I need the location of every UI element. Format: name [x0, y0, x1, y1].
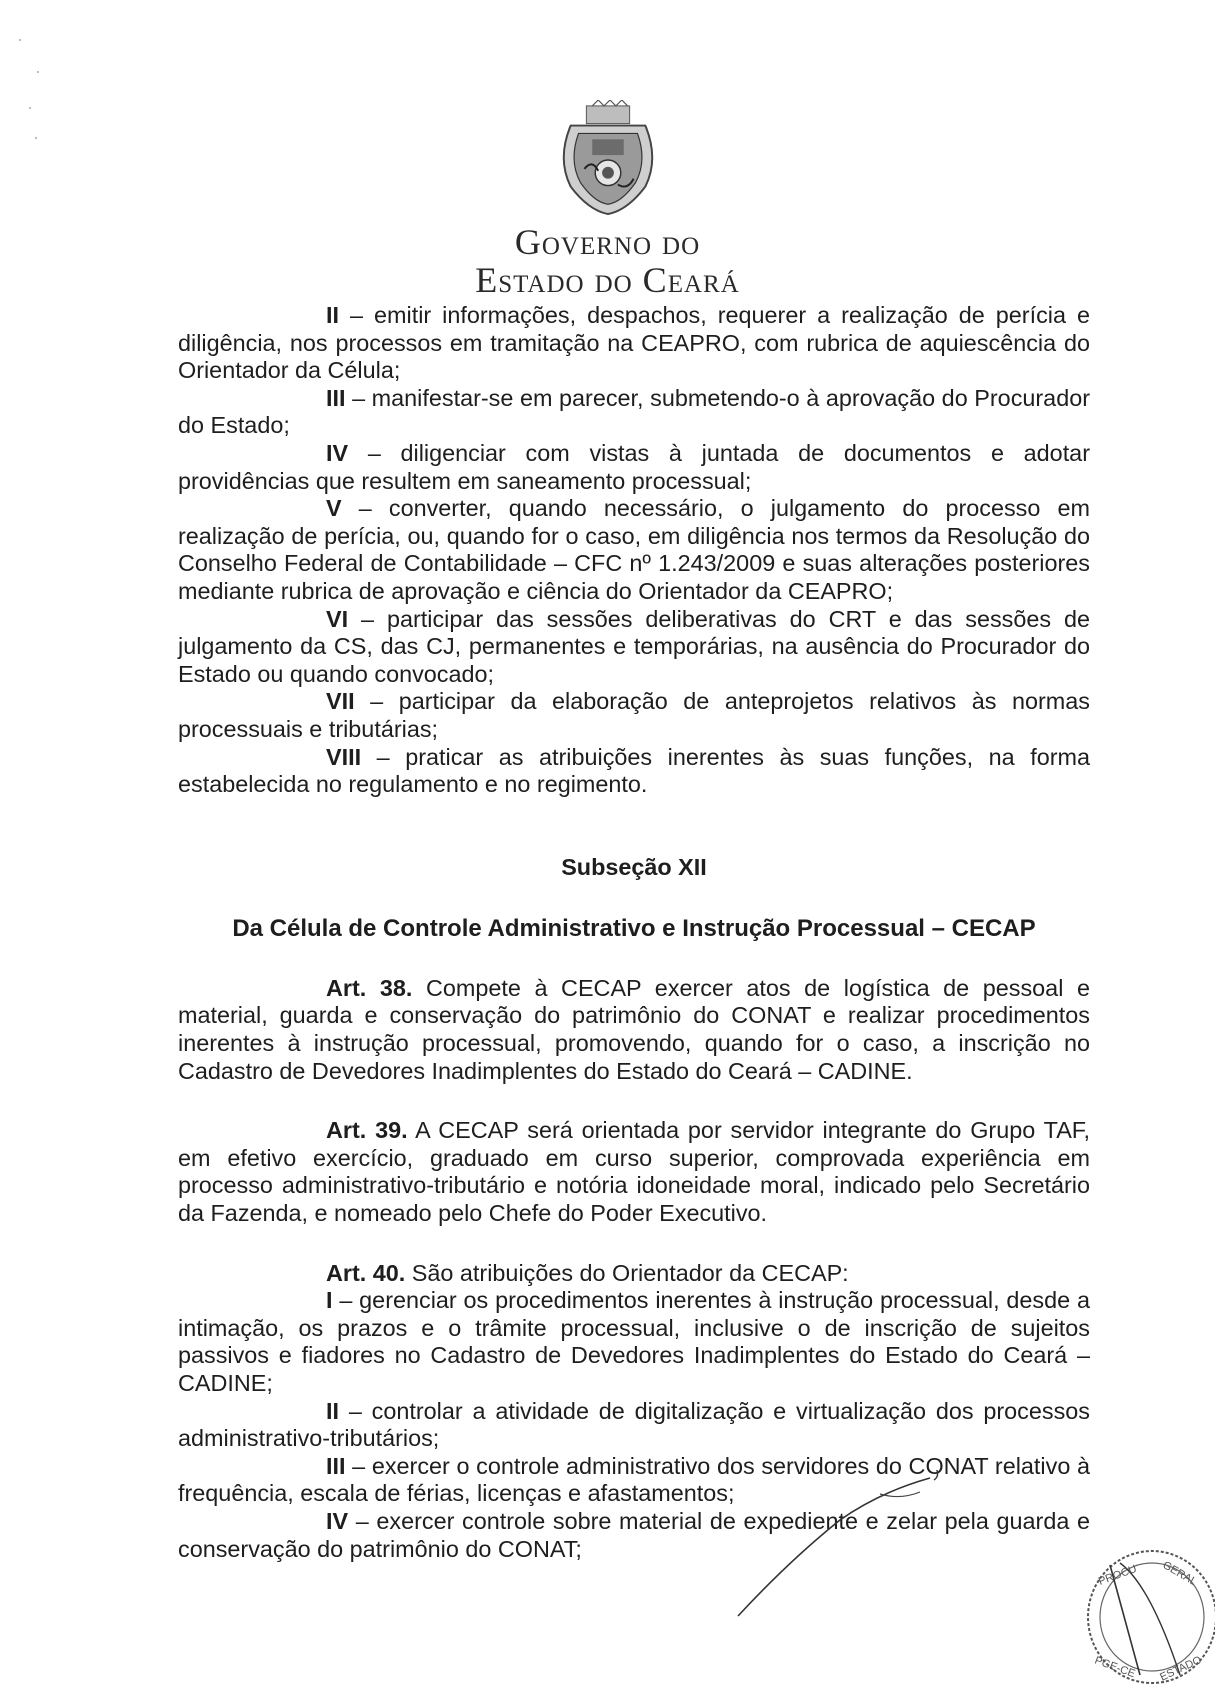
item-number: IV [326, 1507, 349, 1534]
item-number: V [326, 495, 342, 522]
article-39 [178, 1117, 1090, 1227]
item-text: – exercer o controle administrativo dos servidores do CONAT relativo à frequência, escala de férias, licenças e afastamentos; [178, 1452, 1090, 1507]
official-stamp-icon [1080, 1545, 1215, 1695]
state-coat-of-arms-icon [549, 100, 667, 218]
paragraph-item [178, 1453, 1090, 1508]
item-number: I [326, 1287, 333, 1314]
paragraph-item [178, 1398, 1090, 1453]
item-number: III [326, 384, 346, 411]
header-line-2: Estado do Ceará [475, 259, 740, 300]
item-text: – diligenciar com vistas à juntada de documentos e adotar providências que resultem em saneamento processual; [178, 439, 1090, 494]
article-label: Art. 38. [326, 974, 413, 1001]
subsection-title: Subseção XII [561, 853, 707, 880]
item-number: II [326, 302, 339, 328]
paragraph-item [178, 606, 1090, 689]
article-label: Art. 40. [326, 1259, 406, 1286]
item-text: – converter, quando necessário, o julgamento do processo em realização de perícia, ou, quando for o caso, em diligência nos termos da Resolução do Conselho Federal de Contabilidade – CFC nº 1.243/2009 e suas alterações posteriores mediante rubrica de aprovação e ciência do Orientador da CEAPRO; [178, 495, 1090, 604]
item-number: II [326, 1397, 339, 1424]
item-text: – controlar a atividade de digitalização e virtualização dos processos administrativo-tributários; [178, 1397, 1090, 1452]
document-body [178, 302, 1090, 1563]
item-text: – emitir informações, despachos, requerer a realização de perícia e diligência, nos processos em tramitação na CEAPRO, com rubrica de aquiescência do Orientador da Célula; [178, 302, 1090, 384]
article-text: Compete à CECAP exercer atos de logística de pessoal e material, guarda e conservação do patrimônio do CONAT e realizar procedimentos inerentes à instrução processual, promovendo, quando for o caso, a inscrição no Cadastro de Devedores Inadimplentes do Estado do Ceará – CADINE. [178, 974, 1090, 1084]
article-38 [178, 975, 1090, 1085]
scan-specks [0, 0, 60, 150]
header-line-1: Governo do [514, 222, 701, 262]
item-text: – participar da elaboração de anteprojetos relativos às normas processuais e tributárias; [178, 688, 1090, 742]
svg-text:ESTADO: ESTADO [1158, 1654, 1204, 1684]
document-header [0, 100, 1215, 300]
item-text: – gerenciar os procedimentos inerentes à instrução processual, desde a intimação, os prazos e o trâmite processual, inclusive o de inscrição de sujeitos passivos e fiadores no Cadastro de Devedores Inadimplentes do Estado do Ceará – CADINE; [178, 1287, 1090, 1396]
paragraph-item [178, 385, 1090, 440]
item-number: III [326, 1452, 346, 1479]
article-text: A CECAP será orientada por servidor integrante do Grupo TAF, em efetivo exercício, graduado em curso superior, comprovada experiência em processo administrativo-tributário e notória idoneidade moral, indicado pelo Secretário da Fazenda, e nomeado pelo Chefe do Poder Executivo. [178, 1117, 1090, 1227]
paragraph-item [178, 1508, 1090, 1563]
paragraph-item [178, 744, 1090, 799]
article-label: Art. 39. [326, 1117, 408, 1144]
svg-text:GERAL: GERAL [1160, 1559, 1199, 1589]
paragraph-item [178, 440, 1090, 495]
item-text: – exercer controle sobre material de expediente e zelar pela guarda e conservação do patrimônio do CONAT; [178, 1507, 1090, 1562]
paragraph-item [178, 688, 1090, 743]
section-heading: Da Célula de Controle Administrativo e Instrução Processual – CECAP [232, 915, 1036, 943]
signature-mark [730, 1470, 950, 1620]
svg-text:PROCU: PROCU [1096, 1562, 1139, 1588]
paragraph-item [178, 302, 1090, 385]
svg-text:PGE-CE: PGE-CE [1092, 1654, 1137, 1681]
paragraph-item [178, 1287, 1090, 1397]
item-number: VII [326, 688, 355, 715]
item-number: VIII [326, 743, 362, 770]
item-text: – praticar as atribuições inerentes às suas funções, na forma estabelecida no regulamento e no regimento. [178, 743, 1090, 798]
item-text: – participar das sessões deliberativas do CRT e das sessões de julgamento da CS, das CJ, permanentes e temporárias, na ausência do Procurador do Estado ou quando convocado; [178, 605, 1090, 687]
item-number: VI [326, 605, 349, 632]
item-number: IV [326, 439, 349, 466]
article-40 [178, 1260, 1090, 1288]
article-text: São atribuições do Orientador da CECAP: [405, 1259, 849, 1286]
item-text: – manifestar-se em parecer, submetendo-o à aprovação do Procurador do Estado; [178, 384, 1090, 439]
paragraph-item [178, 495, 1090, 605]
